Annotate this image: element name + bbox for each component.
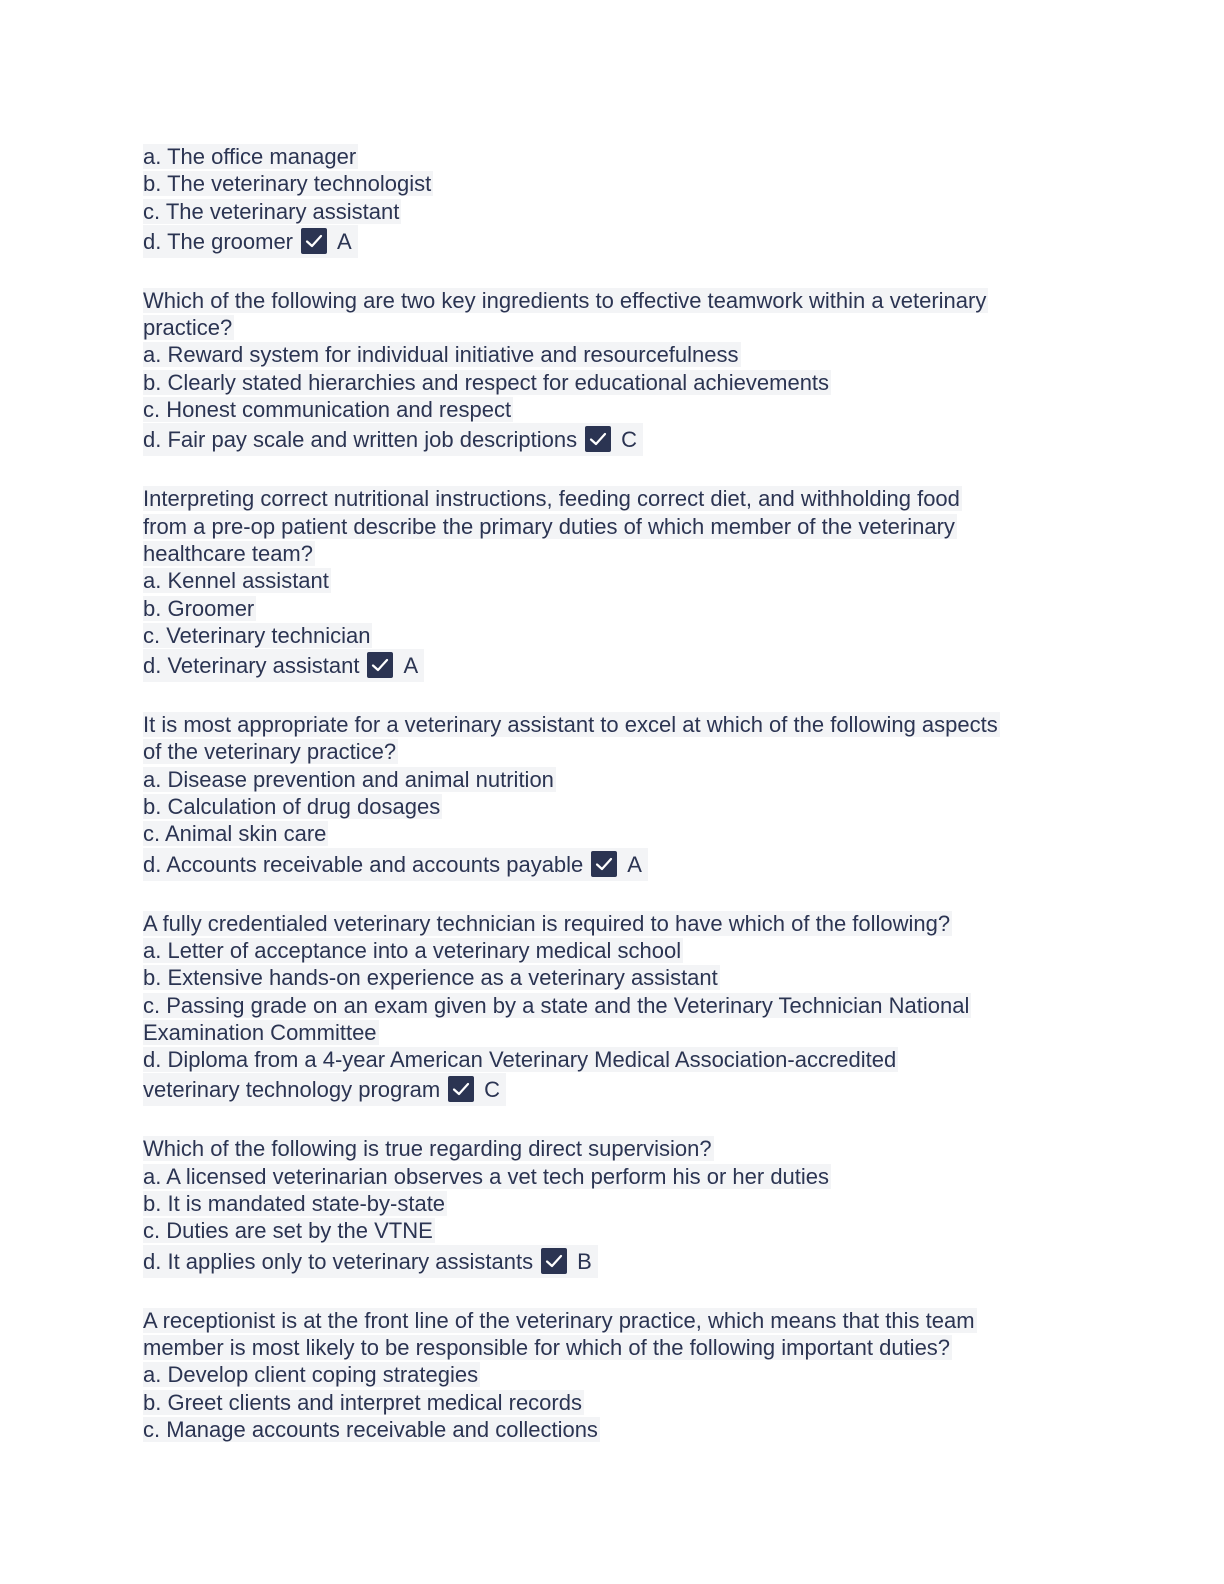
option-line: c. Veterinary technician <box>143 622 371 648</box>
document-page <box>143 143 1083 1443</box>
answer-line <box>143 225 1083 258</box>
question-line: from a pre-op patient describe the primary duties of which member of the veterinary <box>143 513 955 539</box>
check-icon <box>585 426 611 452</box>
answer-key: B <box>577 1248 592 1274</box>
question-line: member is most likely to be responsible for which of the following important duties? <box>143 1334 951 1360</box>
option-line: c. Passing grade on an exam given by a state and the Veterinary Technician National <box>143 992 970 1018</box>
option-line: b. The veterinary technologist <box>143 171 432 197</box>
option-line: a. Letter of acceptance into a veterinary medical school <box>143 937 682 963</box>
question-block <box>143 1135 1083 1277</box>
question-block <box>143 1307 1083 1443</box>
question-block <box>143 485 1083 682</box>
option-text: d. Fair pay scale and written job descriptions <box>143 427 578 453</box>
answer-key: C <box>621 427 637 453</box>
option-line: b. Extensive hands-on experience as a veterinary assistant <box>143 965 718 991</box>
check-icon <box>448 1076 474 1102</box>
option-text: d. Accounts receivable and accounts payable <box>143 851 584 877</box>
option-line: b. Calculation of drug dosages <box>143 794 441 820</box>
question-line: healthcare team? <box>143 540 313 566</box>
answer-key: A <box>403 653 419 679</box>
option-line: b. Clearly stated hierarchies and respect for educational achievements <box>143 369 830 395</box>
answer-line <box>143 423 1083 456</box>
answer-key: C <box>484 1077 501 1103</box>
option-line: c. Duties are set by the VTNE <box>143 1218 433 1244</box>
question-line: of the veterinary practice? <box>143 739 397 765</box>
check-icon <box>541 1248 567 1274</box>
question-line: It is most appropriate for a veterinary assistant to excel at which of the following aspects <box>143 712 998 738</box>
answer-line <box>143 1245 1083 1278</box>
question-line: Interpreting correct nutritional instructions, feeding correct diet, and withholding food <box>143 486 960 512</box>
answer-line <box>143 1073 1083 1106</box>
answer-line <box>143 848 1083 881</box>
option-line: a. Kennel assistant <box>143 568 329 594</box>
option-line: a. The office manager <box>143 144 357 169</box>
question-line: A receptionist is at the front line of the veterinary practice, which means that this team <box>143 1307 975 1333</box>
question-line: Which of the following is true regarding direct supervision? <box>143 1136 712 1162</box>
option-line: Examination Committee <box>143 1019 377 1045</box>
question-block <box>143 287 1083 456</box>
option-line: a. Develop client coping strategies <box>143 1362 479 1388</box>
question-block <box>143 143 1083 258</box>
answer-key: A <box>627 851 642 877</box>
question-line: Which of the following are two key ingredients to effective teamwork within a veterinary <box>143 287 987 313</box>
option-text: d. It applies only to veterinary assistants <box>143 1248 534 1274</box>
option-line: b. Greet clients and interpret medical records <box>143 1389 582 1415</box>
check-icon <box>591 851 617 877</box>
option-line: c. Animal skin care <box>143 821 327 847</box>
question-block <box>143 711 1083 880</box>
option-line: b. Groomer <box>143 595 255 621</box>
answer-key: A <box>337 228 352 254</box>
option-text: veterinary technology program <box>143 1077 441 1103</box>
option-line: d. Diploma from a 4-year American Veterinary Medical Association-accredited <box>143 1047 897 1073</box>
answer-line <box>143 649 1083 682</box>
option-text: d. Veterinary assistant <box>143 653 360 679</box>
option-line: a. A licensed veterinarian observes a vet tech perform his or her duties <box>143 1163 830 1189</box>
check-icon <box>301 228 327 254</box>
option-line: b. It is mandated state-by-state <box>143 1191 446 1217</box>
option-line: c. Manage accounts receivable and collections <box>143 1416 598 1442</box>
option-line: c. The veterinary assistant <box>143 198 400 224</box>
check-icon <box>367 652 393 678</box>
question-block <box>143 910 1083 1107</box>
question-line: practice? <box>143 315 233 341</box>
option-line: c. Honest communication and respect <box>143 397 512 423</box>
option-line: a. Disease prevention and animal nutrition <box>143 766 554 792</box>
option-text: d. The groomer <box>143 228 294 254</box>
option-line: a. Reward system for individual initiative and resourcefulness <box>143 342 739 368</box>
question-line: A fully credentialed veterinary technician is required to have which of the following? <box>143 910 951 936</box>
